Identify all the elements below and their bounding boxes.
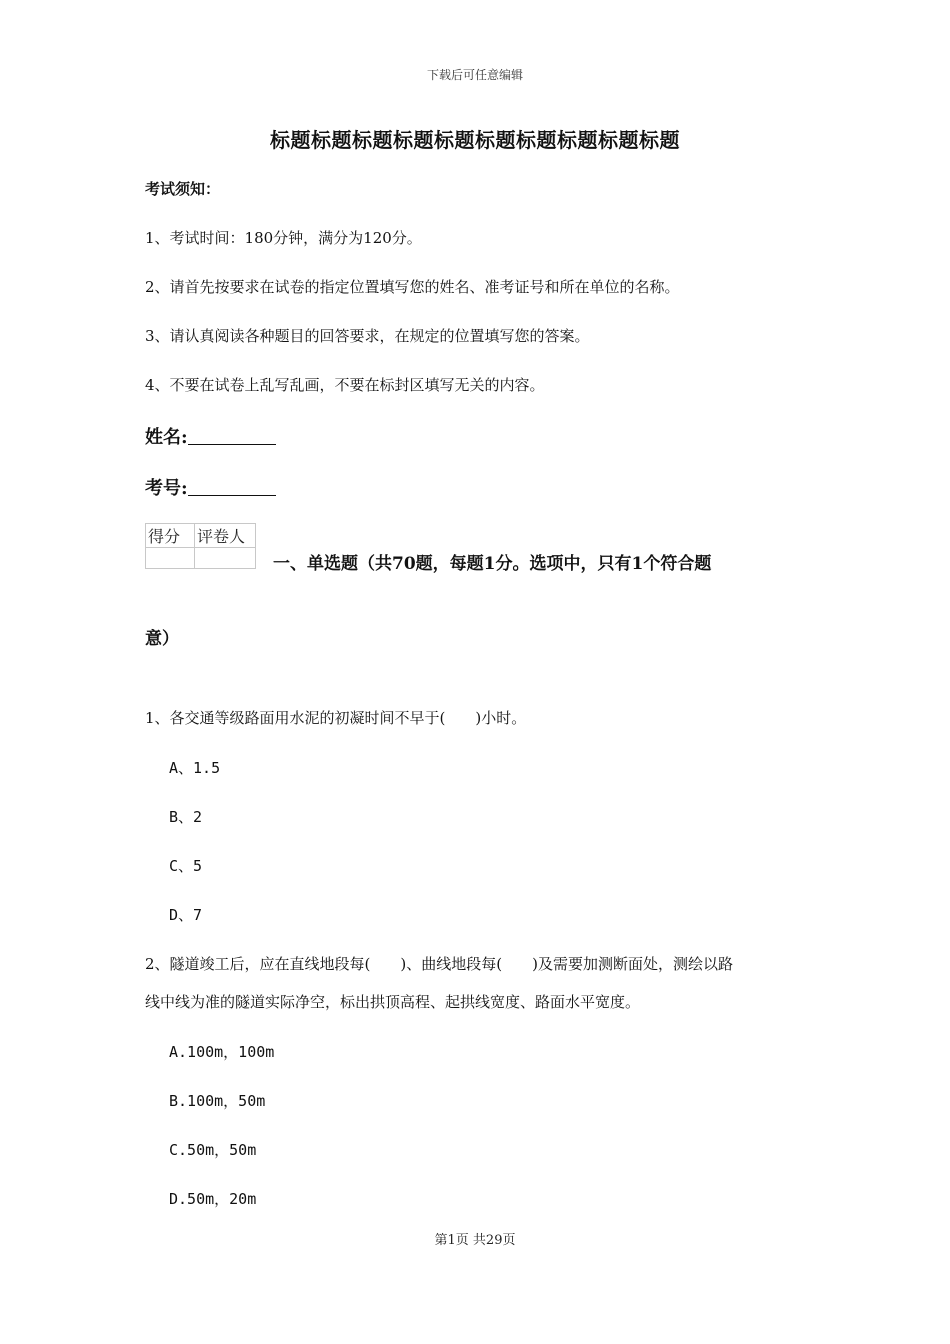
question-1-option-d: D、7 xyxy=(169,906,203,924)
question-2-stem-continued: 线中线为准的隧道实际净空，标出拱顶高程、起拱线宽度、路面水平宽度。 xyxy=(145,993,641,1011)
section-title: 一、单选题（共70题，每题1分。选项中，只有1个符合题 xyxy=(273,554,712,574)
question-1-option-c: C、5 xyxy=(169,857,203,875)
question-1-option-a: A、1.5 xyxy=(169,759,221,777)
exam-id-field xyxy=(145,474,276,500)
question-2-option-c: C.50m，50m xyxy=(169,1141,257,1159)
question-1-option-b: B、2 xyxy=(169,808,203,826)
question-1-stem: 1、各交通等级路面用水泥的初凝时间不早于( )小时。 xyxy=(145,709,527,727)
name-label: 姓名: xyxy=(145,427,188,448)
score-header: 得分 xyxy=(146,524,195,548)
notice-item: 2、请首先按要求在试卷的指定位置填写您的姓名、准考证号和所在单位的名称。 xyxy=(145,278,680,296)
score-table xyxy=(145,523,256,569)
question-2-option-a: A.100m，100m xyxy=(169,1043,275,1061)
notice-item: 1、考试时间：180分钟，满分为120分。 xyxy=(145,229,422,247)
document-title: 标题标题标题标题标题标题标题标题标题标题 xyxy=(270,128,680,152)
question-2-option-b: B.100m，50m xyxy=(169,1092,266,1110)
score-cell[interactable] xyxy=(146,548,195,569)
download-note: 下载后可任意编辑 xyxy=(426,68,523,82)
page-number: 第1页 共29页 xyxy=(434,1233,516,1248)
notice-heading: 考试须知： xyxy=(145,180,221,198)
name-blank-line[interactable] xyxy=(188,426,276,445)
question-2-option-d: D.50m，20m xyxy=(169,1190,257,1208)
name-field xyxy=(145,423,276,449)
grader-cell[interactable] xyxy=(195,548,256,569)
section-title-continued: 意） xyxy=(145,629,179,649)
question-2-stem: 2、隧道竣工后，应在直线地段每( )、曲线地段每( )及需要加测断面处，测绘以路 xyxy=(145,955,733,973)
notice-item: 4、不要在试卷上乱写乱画，不要在标封区填写无关的内容。 xyxy=(145,376,545,394)
exam-id-label: 考号: xyxy=(145,478,188,499)
grader-header: 评卷人 xyxy=(195,524,256,548)
notice-item: 3、请认真阅读各种题目的回答要求，在规定的位置填写您的答案。 xyxy=(145,327,590,345)
exam-id-blank-line[interactable] xyxy=(188,477,276,496)
